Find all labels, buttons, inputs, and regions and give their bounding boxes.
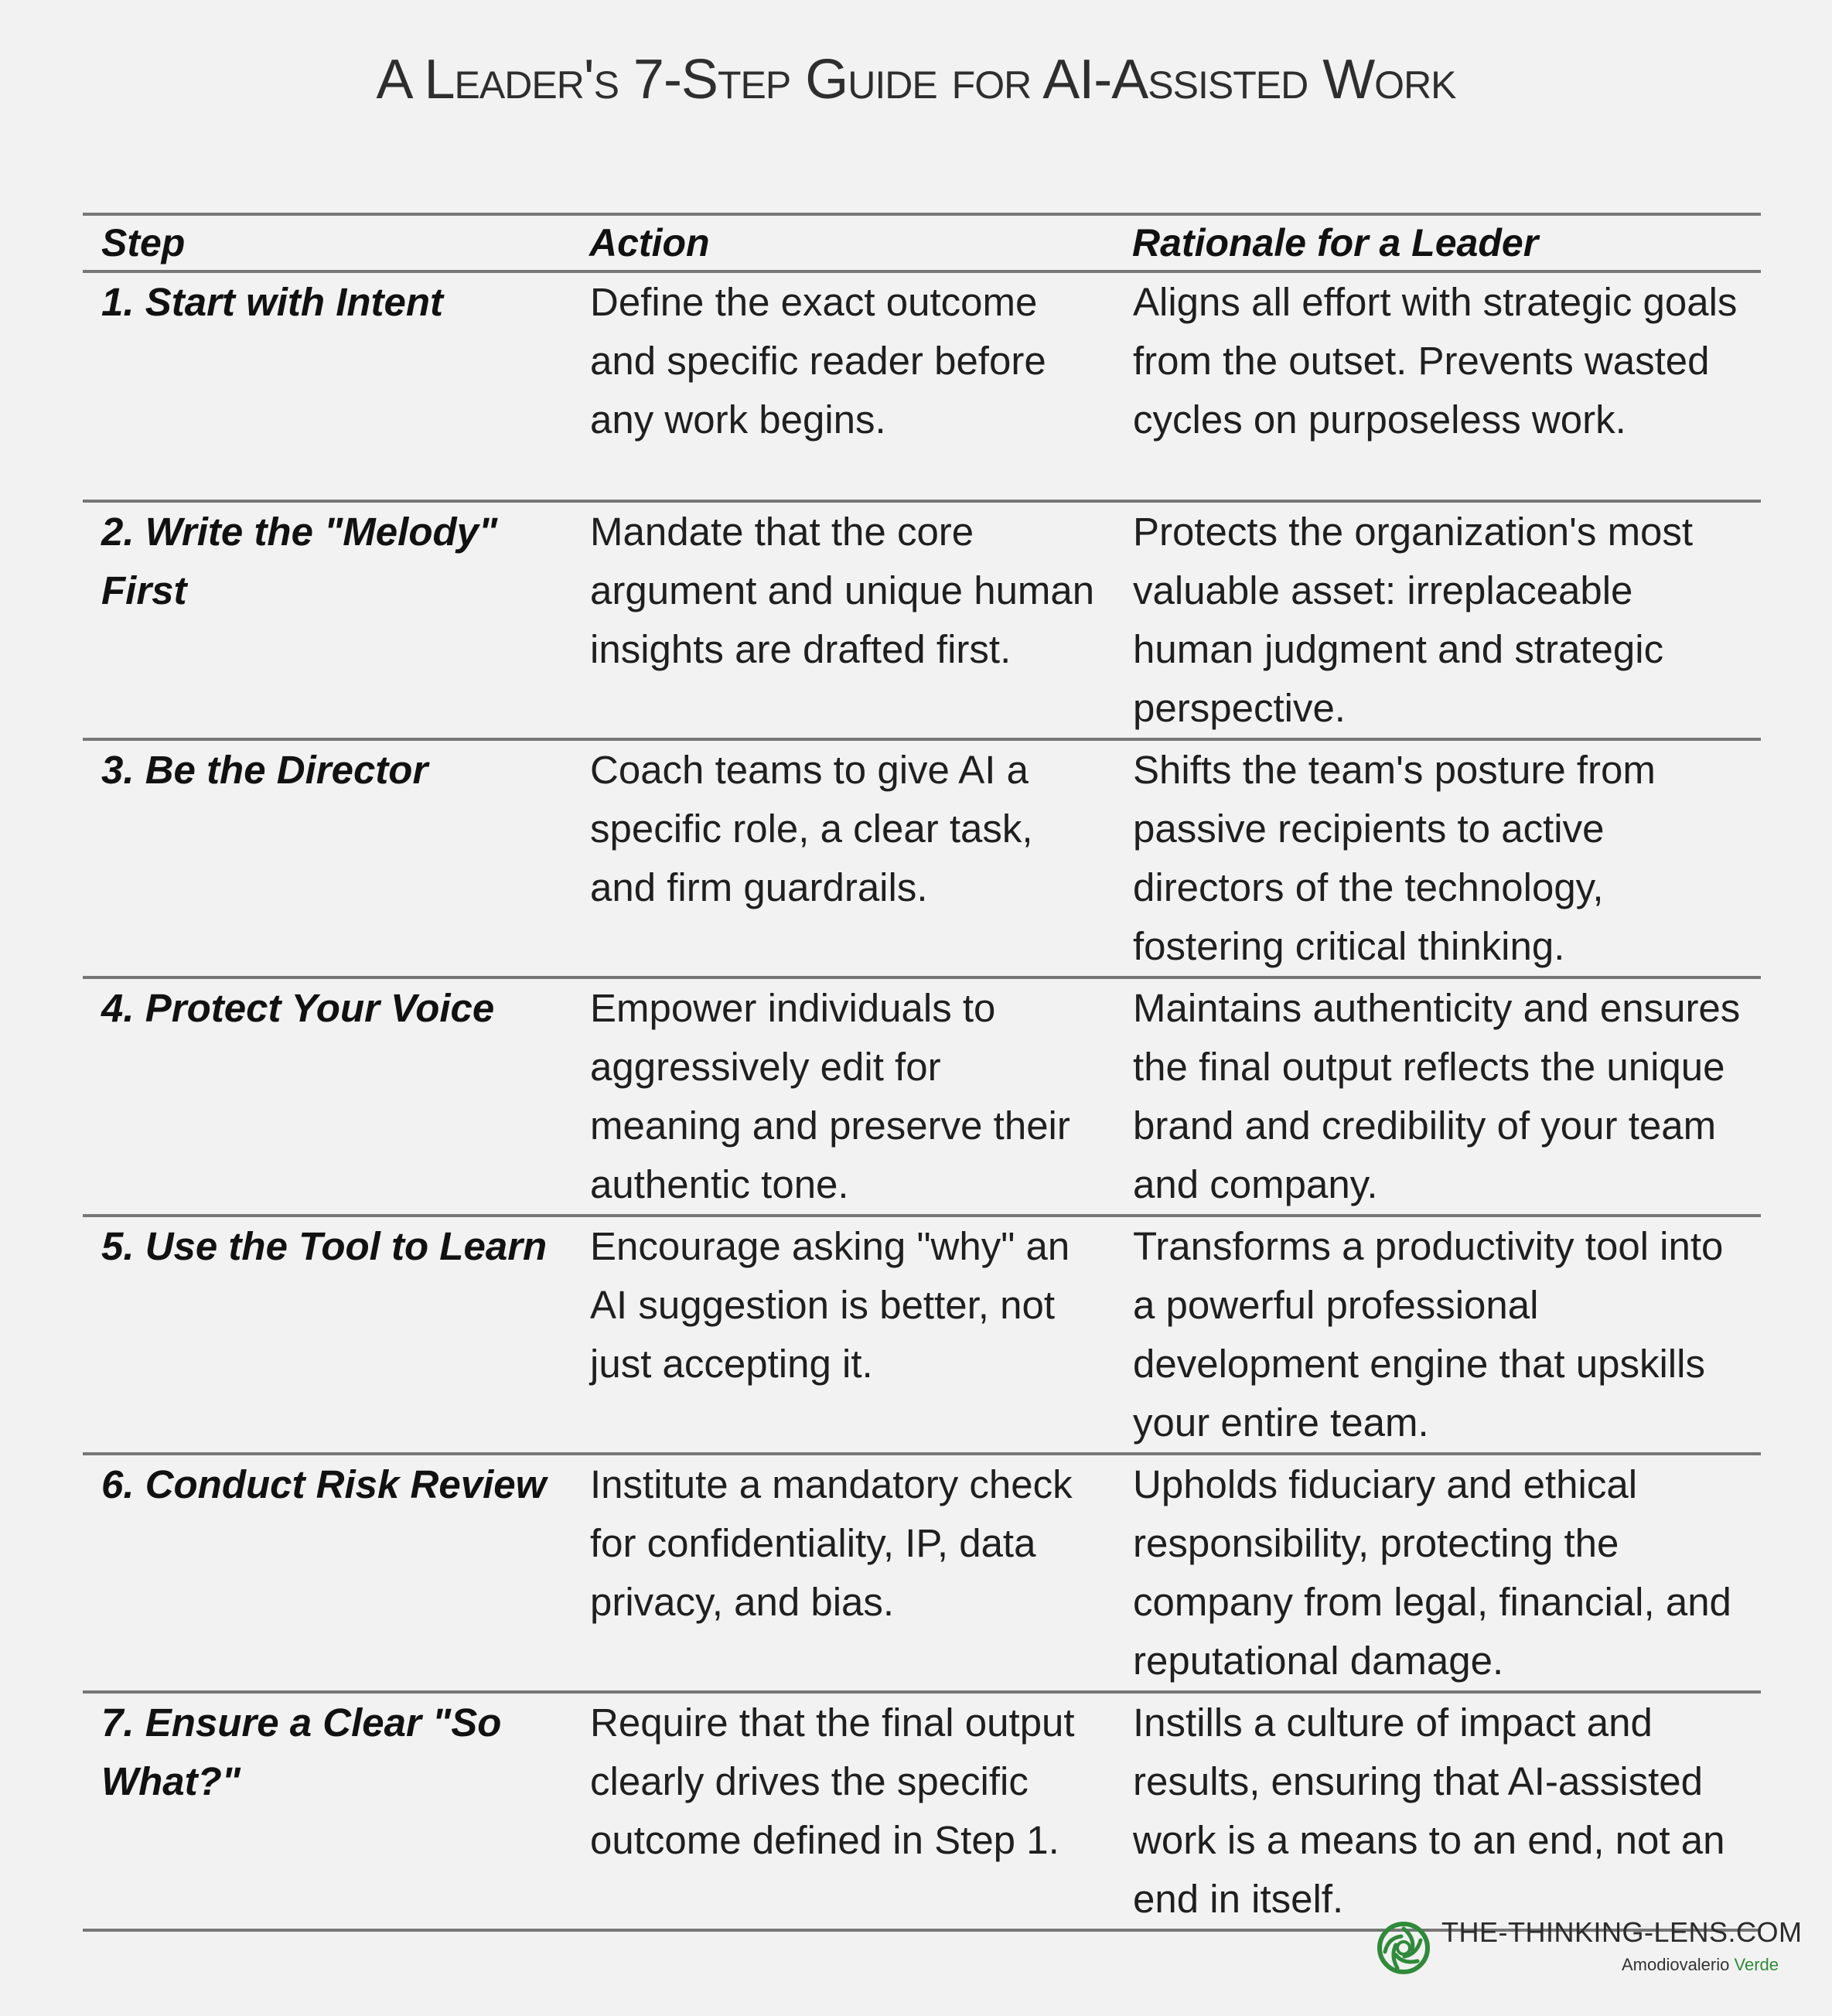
step-cell: 6. Conduct Risk Review [83,1454,571,1692]
author-first-name: Amodiovalerio [1621,1955,1730,1974]
table-row [83,739,1761,977]
rationale-cell: Transforms a productivity tool into a powerful professional development engine that upskills your entire team. [1114,1216,1761,1454]
page-title: A Leader's 7-Step Guide for AI-Assisted Work [376,49,1456,111]
table-row [83,977,1761,1216]
step-cell: 1. Start with Intent [83,271,571,501]
step-cell: 7. Ensure a Clear "So What?" [83,1692,571,1930]
header-step: Step [83,214,571,271]
action-cell: Require that the final output clearly drives the specific outcome defined in Step 1. [571,1692,1114,1930]
header-rationale: Rationale for a Leader [1114,214,1761,271]
table-row [83,501,1761,739]
table-header-row [83,214,1761,271]
guide-table [83,213,1761,1932]
author-last-name: Verde [1734,1955,1779,1974]
action-cell: Institute a mandatory check for confidentiality, IP, data privacy, and bias. [571,1454,1114,1692]
action-cell: Encourage asking "why" an AI suggestion is better, not just accepting it. [571,1216,1114,1454]
action-cell: Empower individuals to aggressively edit for meaning and preserve their authentic tone. [571,977,1114,1216]
step-cell: 4. Protect Your Voice [83,977,571,1216]
rationale-cell: Shifts the team's posture from passive recipients to active directors of the technology, fostering critical thinking. [1114,739,1761,977]
step-cell: 2. Write the "Melody" First [83,501,571,739]
rationale-cell: Maintains authenticity and ensures the final output reflects the unique brand and credibility of your team and company. [1114,977,1761,1216]
brand-author [1622,1955,1779,1975]
rationale-cell: Instills a culture of impact and results, ensuring that AI-assisted work is a means to an end, not an end in itself. [1114,1692,1761,1930]
step-cell: 3. Be the Director [83,739,571,977]
lens-aperture-icon [1377,1921,1431,1975]
action-cell: Coach teams to give AI a specific role, a clear task, and firm guardrails. [571,739,1114,977]
rationale-cell: Aligns all effort with strategic goals from the outset. Prevents wasted cycles on purposeless work. [1114,271,1761,501]
table-row [83,1216,1761,1454]
step-cell: 5. Use the Tool to Learn [83,1216,571,1454]
brand-footer [1377,1916,1803,1986]
action-cell: Mandate that the core argument and unique human insights are drafted first. [571,501,1114,739]
table-row [83,271,1761,501]
header-action: Action [571,214,1114,271]
table-row [83,1692,1761,1930]
table-row [83,1454,1761,1692]
action-cell: Define the exact outcome and specific reader before any work begins. [571,271,1114,501]
brand-site: THE-THINKING-LENS.COM [1441,1916,1803,1948]
rationale-cell: Upholds fiduciary and ethical responsibility, protecting the company from legal, financial, and reputational damage. [1114,1454,1761,1692]
rationale-cell: Protects the organization's most valuable asset: irreplaceable human judgment and strategic perspective. [1114,501,1761,739]
